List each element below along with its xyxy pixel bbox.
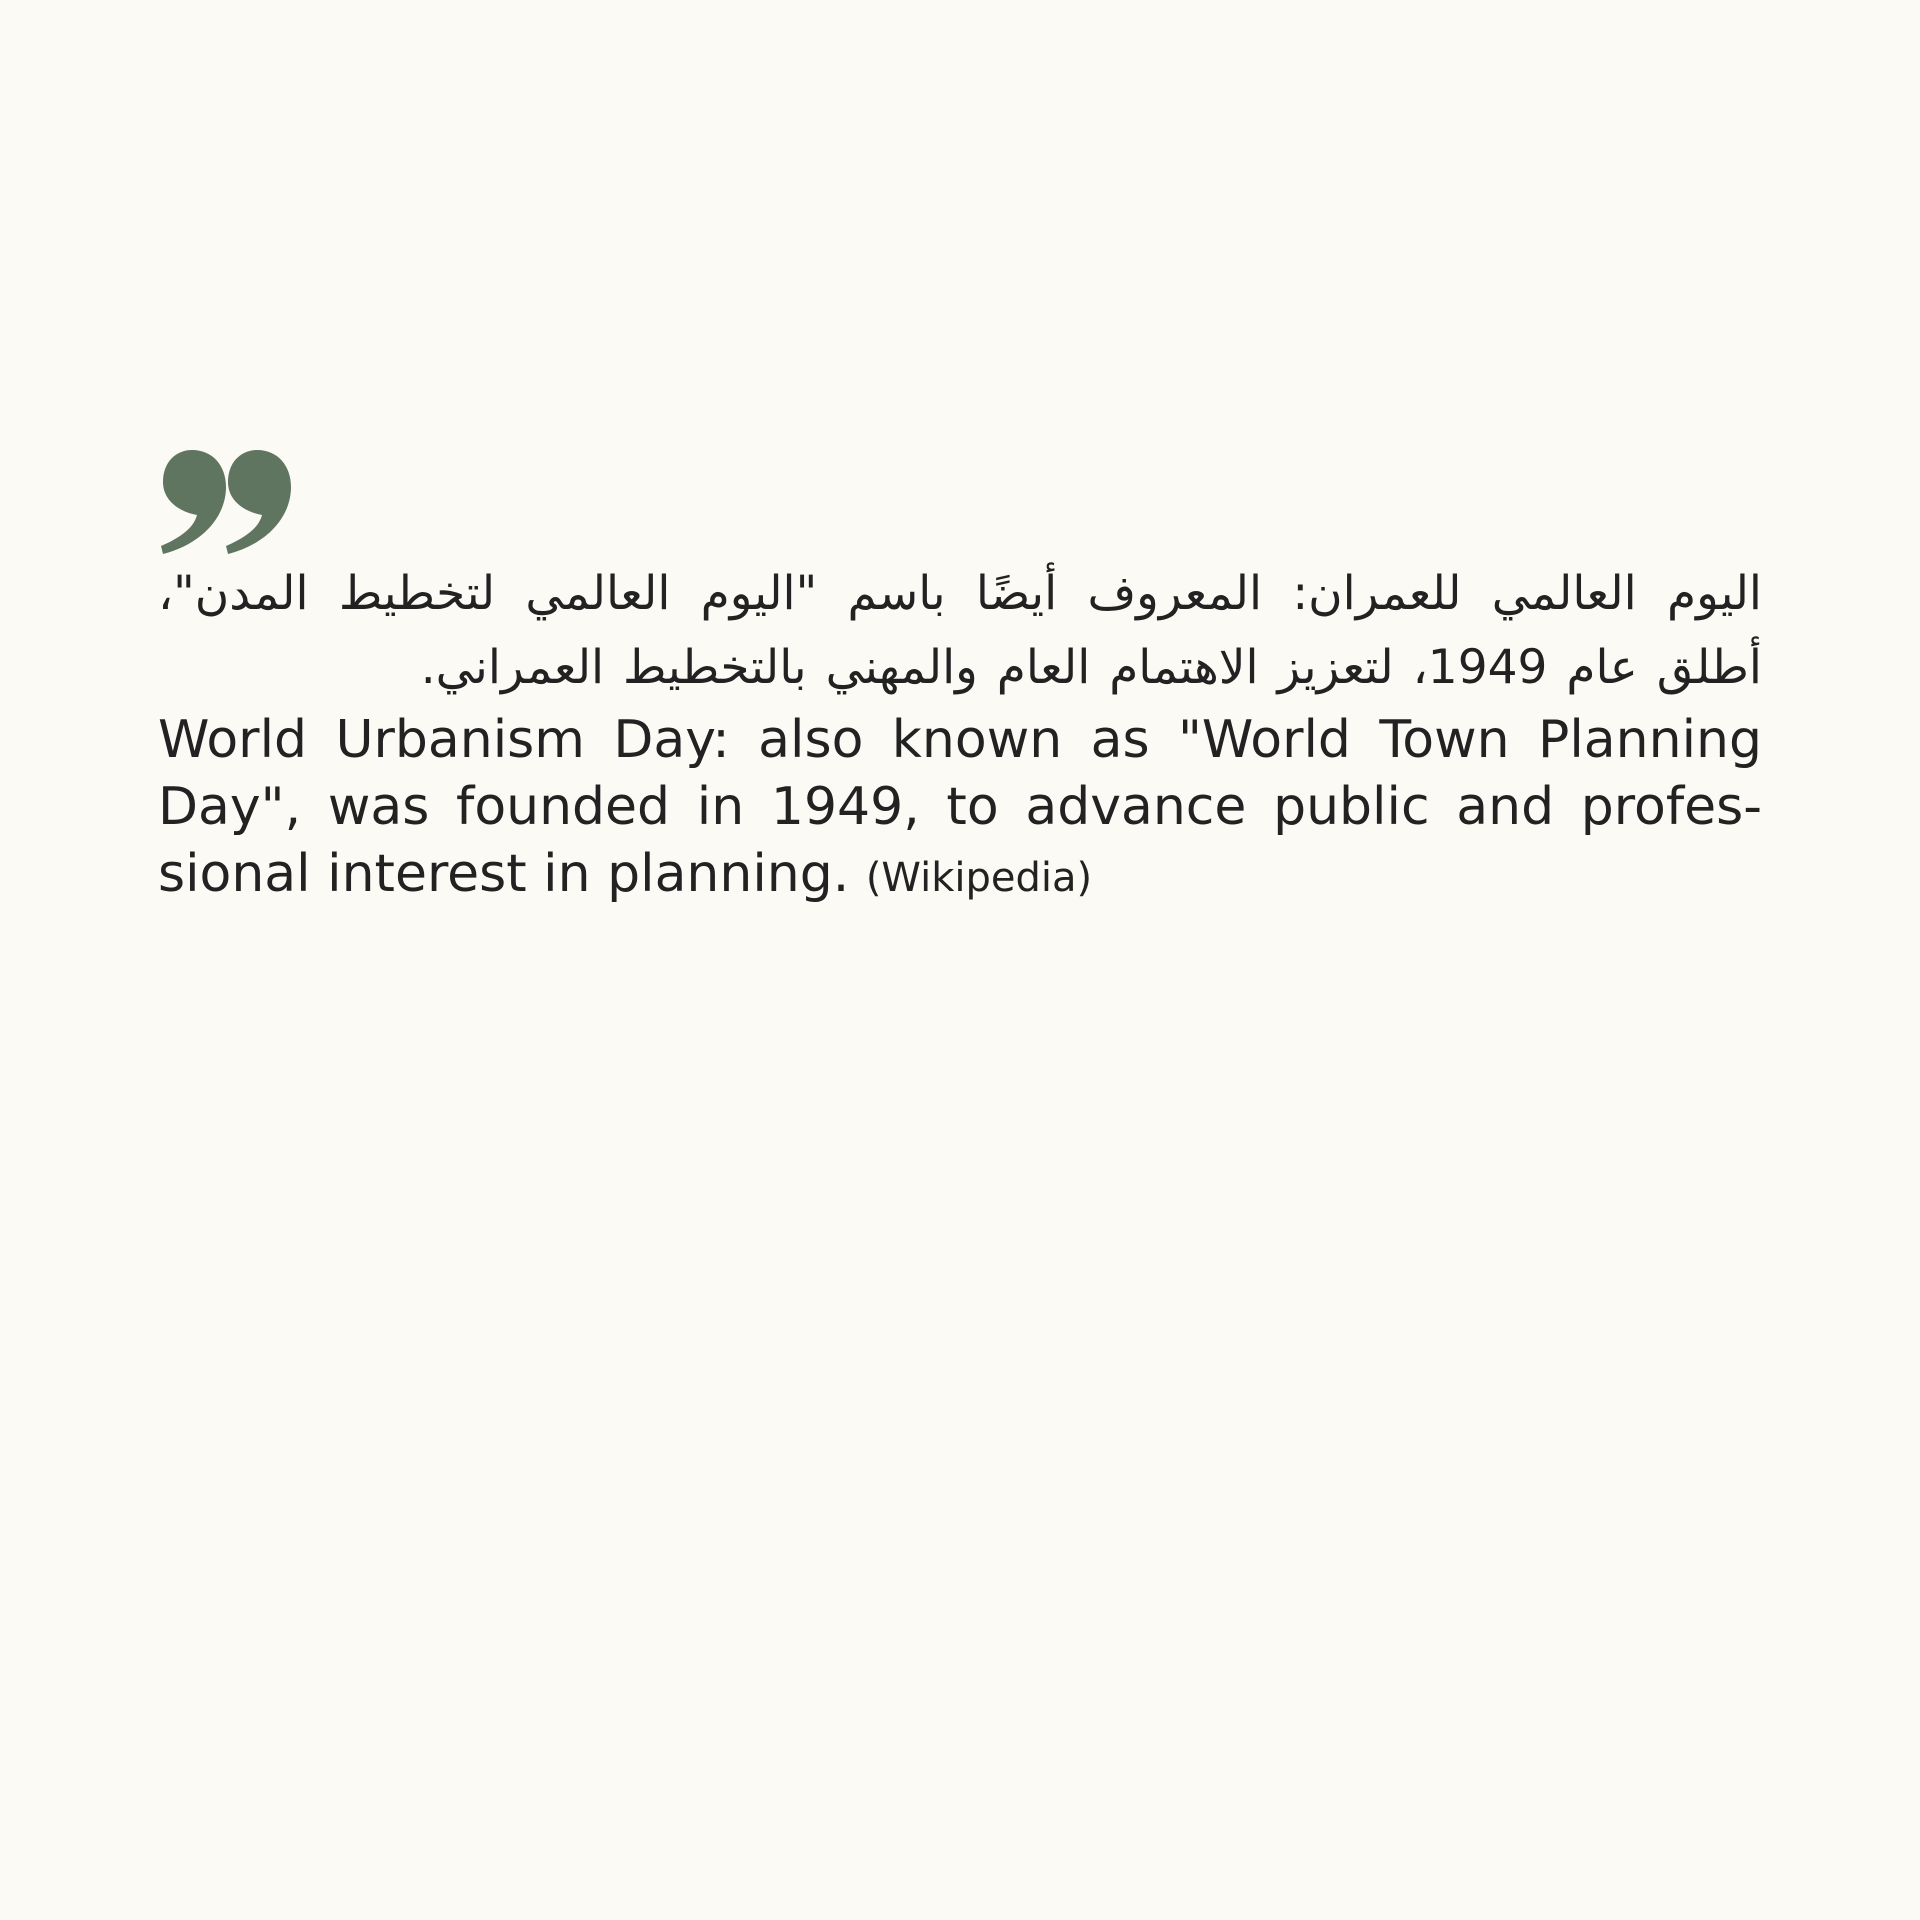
arabic-quote-text: اليوم العالمي للعمران: المعروف أيضًا باسم "اليوم العالمي لتخطيط المدن"، أطلق عام 1949، لتعزيز الاهتمام العام والمهني بالتخطيط العمراني. (158, 566, 1762, 695)
english-quote-paragraph (158, 707, 1762, 912)
quote-card (158, 445, 1762, 912)
closing-quote-icon (158, 445, 292, 555)
english-quote-text: World Urbanism Day: also known as "World Town Planning Day", was founded in 1949, to advance public and professional interest in planning. (158, 710, 1762, 904)
source-citation: (Wikipedia) (865, 855, 1093, 901)
